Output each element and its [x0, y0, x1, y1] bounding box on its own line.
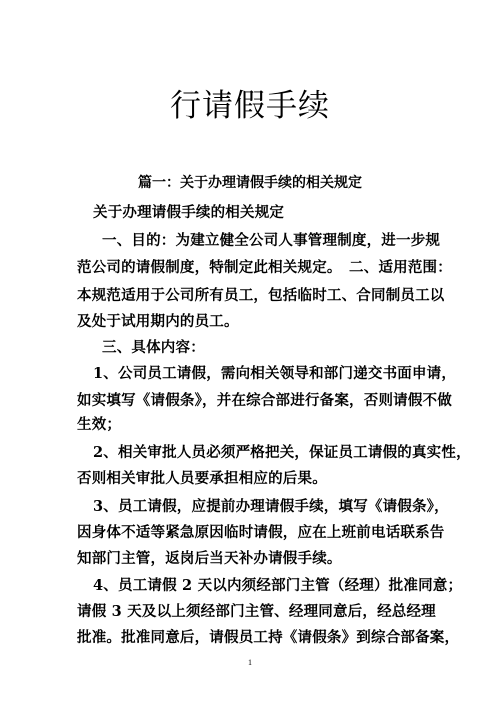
body-line: 生效； — [77, 416, 122, 433]
body-line: 1、公司员工请假，需向相关领导和部门递交书面申请， — [93, 365, 457, 382]
body-line: 如实填写《请假条》，并在综合部进行备案，否则请假不做 — [77, 392, 452, 409]
body-line: 范公司的请假制度，特制定此相关规定。 二、适用范围： — [77, 259, 452, 276]
document-title: 行请假手续 — [170, 88, 330, 124]
body-line: 知部门主管，返岗后当天补办请假手续。 — [77, 550, 342, 567]
body-line: 批准。批准同意后，请假员工持《请假条》到综合部备案， — [77, 629, 460, 646]
body-line: 否则相关审批人员要承担相应的后果。 — [77, 470, 327, 487]
body-line: 因身体不适等紧急原因临时请假，应在上班前电话联系告 — [77, 524, 445, 541]
page-number: 1 — [248, 658, 252, 667]
body-line: 3、员工请假，应提前办理请假手续，填写《请假条》， — [93, 498, 449, 515]
body-line: 请假 3 天及以上须经部门主管、经理同意后，经总经理 — [77, 603, 436, 620]
body-line: 一、目的：为建立健全公司人事管理制度，进一步规 — [102, 232, 441, 249]
body-line: 本规范适用于公司所有员工，包括临时工、合同制员工以 — [77, 287, 445, 304]
body-line: 2、相关审批人员必须严格把关，保证员工请假的真实性， — [93, 444, 471, 461]
document-subtitle: 篇一：关于办理请假手续的相关规定 — [138, 175, 362, 191]
body-line: 三、具体内容： — [102, 339, 205, 356]
body-line: 关于办理请假手续的相关规定 — [93, 204, 285, 221]
body-line: 4、员工请假 2 天以内须经部门主管（经理）批准同意； — [93, 577, 463, 594]
body-line: 及处于试用期内的员工。 — [77, 313, 239, 330]
